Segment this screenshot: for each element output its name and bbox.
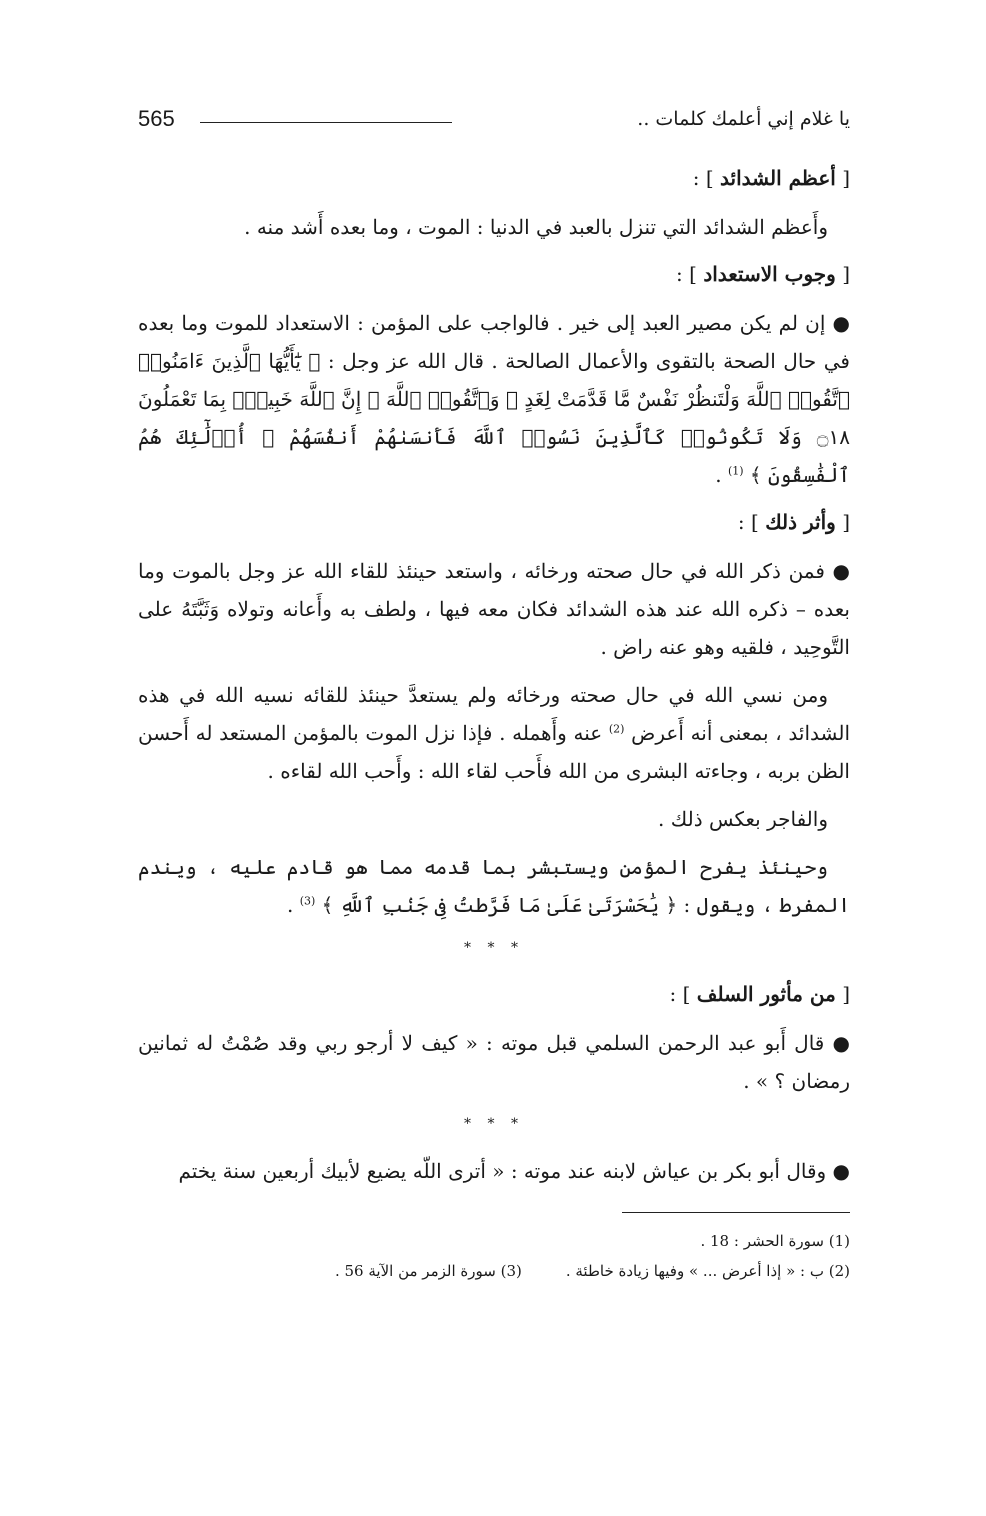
main-text	[138, 158, 850, 1200]
paragraph: ● قال أَبو عبد الرحمن السلمي قبل موته : « كيف لا أرجو ربي وقد صُمْتُ له ثمانين رمضان ؟ » .	[138, 1031, 850, 1093]
footnote-ref: (2)	[608, 722, 625, 736]
footnote-ref: (3)	[299, 894, 316, 908]
footnote: (1) سورة الحشر : 18 .	[700, 1232, 850, 1250]
section-heading: [ من مأثور السلف ] :	[669, 982, 850, 1006]
footnotes	[138, 1226, 850, 1286]
running-title: يا غلام إني أعلمك كلمات ..	[637, 108, 850, 130]
paragraph: ● إن لم يكن مصير العبد إلى خير . فالواجب على المؤمن : الاستعداد للموت وما بعده في حال الصحة بالتقوى والأعمال الصالحة . قال الله عز وجل : ﴿ يَٰٓأَيُّهَا ٱلَّذِينَ ءَامَنُوا۟ ٱتَّقُوا۟ ٱللَّهَ وَلْتَنظُرْ نَفْسٌ مَّا قَدَّمَتْ لِغَدٍ ۖ وَٱتَّقُوا۟ ٱللَّهَ ۚ إِنَّ ٱللَّهَ خَبِيرٌۢ بِمَا تَعْمَلُونَ ۝١٨ وَلَا تَكُونُوا۟ كَٱلَّذِينَ نَسُوا۟ ٱللَّهَ فَأَنسَىٰهُمْ أَنفُسَهُمْ ۚ أُو۟لَٰٓئِكَ هُمُ ٱلْفَٰسِقُونَ ﴾ $^{(1)}$ .	[138, 311, 850, 487]
paragraph: والفاجر بعكس ذلك .	[658, 807, 828, 831]
section-separator: * * *	[464, 1116, 524, 1132]
paragraph: وأَعظم الشدائد التي تنزل بالعبد في الدنيا : الموت ، وما بعده أَشد منه .	[244, 215, 828, 239]
section-heading: [ وجوب الاستعداد ] :	[676, 262, 850, 286]
paragraph: ● فمن ذكر الله في حال صحته ورخائه ، واستعد حينئذ للقاء الله عز وجل بالموت وما بعده – ذكره الله عند هذه الشدائد فكان معه فيها ، ولطف به وأَعانه وتولاه وَثَبَّتَهُ على التَّوحِيد ، فلقيه وهو عنه راض .	[138, 559, 850, 659]
footnote-ref: (1)	[727, 464, 744, 478]
footnote-row	[138, 1256, 850, 1286]
page-number: 565	[138, 106, 175, 131]
page-header	[138, 104, 850, 138]
paragraph: ● وقال أبو بكر بن عياش لابنه عند موته : « أترى اللّه يضيع لأبيك أربعين سنة يختم	[178, 1159, 850, 1183]
section-heading: [ أعظم الشدائد ] :	[692, 166, 850, 190]
paragraph: ومن نسي الله في حال صحته ورخائه ولم يستعدَّ حينئذ للقائه نسيه الله في هذه الشدائد ، بمعنى أنه أَعرض $^{(2)}$ عنه وأَهمله . فإذا نزل الموت بالمؤمن المستعد له أَحسن الظن بربه ، وجاءته البشرى من الله فأَحب لقاء الله : وأَحب الله لقاءه .	[138, 683, 851, 783]
header-rule	[200, 122, 452, 123]
footnote: (3) سورة الزمر من الآية 56 .	[334, 1262, 522, 1280]
section-separator: * * *	[464, 940, 524, 956]
footnote: (2) ب : « إذا أعرض ... » وفيها زيادة خاطئة .	[565, 1262, 850, 1280]
footnote-rule	[622, 1212, 850, 1213]
section-heading: [ وأثر ذلك ] :	[737, 510, 850, 534]
paragraph: وحينئذ يفرح المؤمن ويستبشر بما قدمه مما هو قادم عليه ، ويندم المفرط ، ويقول : ﴿ يَٰحَسْرَتَىٰ عَلَىٰ مَا فَرَّطتُ فِى جَنۢبِ ٱللَّهِ ﴾ $^{(3)}$ .	[138, 855, 850, 917]
